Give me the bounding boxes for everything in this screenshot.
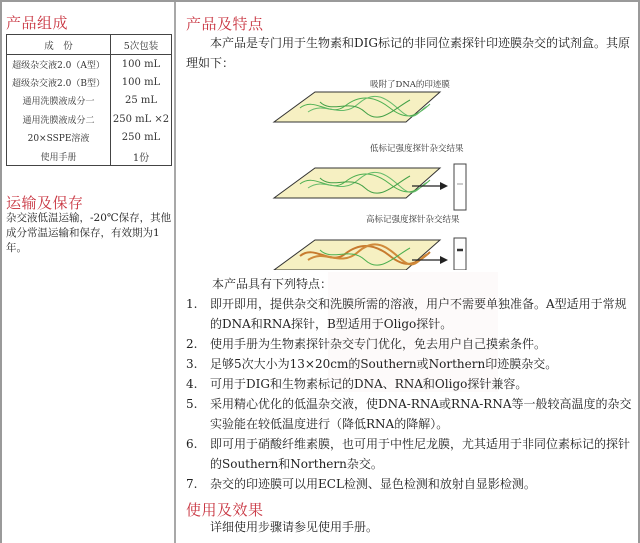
membrane-icon (274, 168, 440, 198)
storage-title: 运输及保存 (6, 194, 84, 212)
table-row (7, 129, 172, 148)
features-title: 产品及特点 (186, 15, 264, 33)
feature-item (178, 474, 634, 494)
feature-number: 6. (186, 437, 198, 451)
feature-number: 3. (186, 357, 198, 371)
composition-table (6, 34, 172, 166)
gel-strip-icon (454, 164, 466, 210)
feature-item (178, 394, 634, 434)
hybridization-diagram (270, 78, 600, 270)
header-package: 5次包装 (111, 35, 172, 55)
component-name: 通用洗膜液成分二 (7, 110, 111, 129)
feature-number: 4. (186, 377, 198, 391)
feature-item (178, 334, 634, 354)
component-amount: 25 mL (124, 95, 158, 107)
usage-text: 详细使用步骤请参见使用手册。 (210, 520, 379, 534)
table-row (7, 92, 172, 111)
component-amount: 100 mL (121, 58, 161, 70)
feature-text: 即开即用，提供杂交和洗膜所需的溶液，用户不需要单独准备。A型适用于常规的DNA和RNA探针，B型适用于Oligo探针。 (210, 297, 627, 331)
table-row (7, 73, 172, 92)
panel-label-2: 低标记强度探针杂交结果 (370, 144, 464, 154)
feature-item (178, 294, 634, 334)
feature-text: 可用于DIG和生物素标记的DNA、RNA和Oligo探针兼容。 (210, 377, 528, 391)
feature-number: 1. (186, 297, 198, 311)
feature-number: 7. (186, 477, 198, 491)
features-list (178, 274, 634, 494)
feature-number: 2. (186, 337, 198, 351)
component-amount: 1份 (132, 152, 150, 164)
feature-text: 杂交的印迹膜可以用ECL检测、显色检测和放射自显影检测。 (210, 477, 536, 491)
feature-text: 即可用于硝酸纤维素膜，也可用于中性尼龙膜，尤其适用于非同位素标记的探针的Southern和Northern杂交。 (210, 437, 631, 471)
feature-item (178, 354, 634, 374)
gel-strip-icon (454, 238, 466, 270)
component-amount: 250 mL (121, 132, 161, 144)
feature-number: 5. (186, 397, 198, 411)
feature-text: 采用精心优化的低温杂交液，使DNA-RNA或RNA-RNA等一般较高温度的杂交实验能在较低温度进行（降低RNA的降解）。 (210, 397, 632, 431)
component-name: 使用手册 (7, 147, 111, 166)
panel-label-3: 高标记强度探针杂交结果 (366, 215, 460, 225)
membrane-icon (274, 240, 440, 270)
feature-text: 足够5次大小为13×20cm的Southern或Northern印迹膜杂交。 (210, 357, 558, 371)
left-column (2, 2, 176, 543)
membrane-icon (274, 88, 440, 122)
composition-title: 产品组成 (6, 14, 69, 32)
feature-text: 使用手册为生物素探针杂交专门优化，免去用户自己摸索条件。 (210, 337, 547, 351)
right-column (178, 2, 638, 543)
feature-item (178, 434, 634, 474)
component-name: 20×SSPE溶液 (7, 129, 111, 148)
diagram-graphic (270, 78, 600, 270)
component-name: 超级杂交液2.0（B型） (7, 73, 111, 92)
storage-text: 杂交液低温运输，-20℃保存，其他成分常温运输和保存，有效期为1年。 (6, 212, 172, 254)
table-row (7, 55, 172, 74)
panel-label-1: 吸附了DNA的印迹膜 (370, 80, 450, 90)
table-header-row (7, 35, 172, 55)
component-amount: 250 mL ×2 (112, 113, 170, 125)
intro-paragraph: 本产品是专门用于生物素和DIG标记的非同位素探针印迹膜杂交的试剂盒。其原理如下： (186, 36, 630, 70)
table-row (7, 147, 172, 166)
component-amount: 100 mL (121, 76, 161, 88)
component-name: 超级杂交液2.0（A型） (7, 55, 111, 74)
header-component: 成 份 (7, 35, 111, 55)
table-row (7, 110, 172, 129)
feature-item (178, 374, 634, 394)
usage-title: 使用及效果 (186, 501, 264, 519)
component-name: 通用洗膜液成分一 (7, 92, 111, 111)
features-lead: 本产品具有下列特点： (212, 277, 333, 291)
